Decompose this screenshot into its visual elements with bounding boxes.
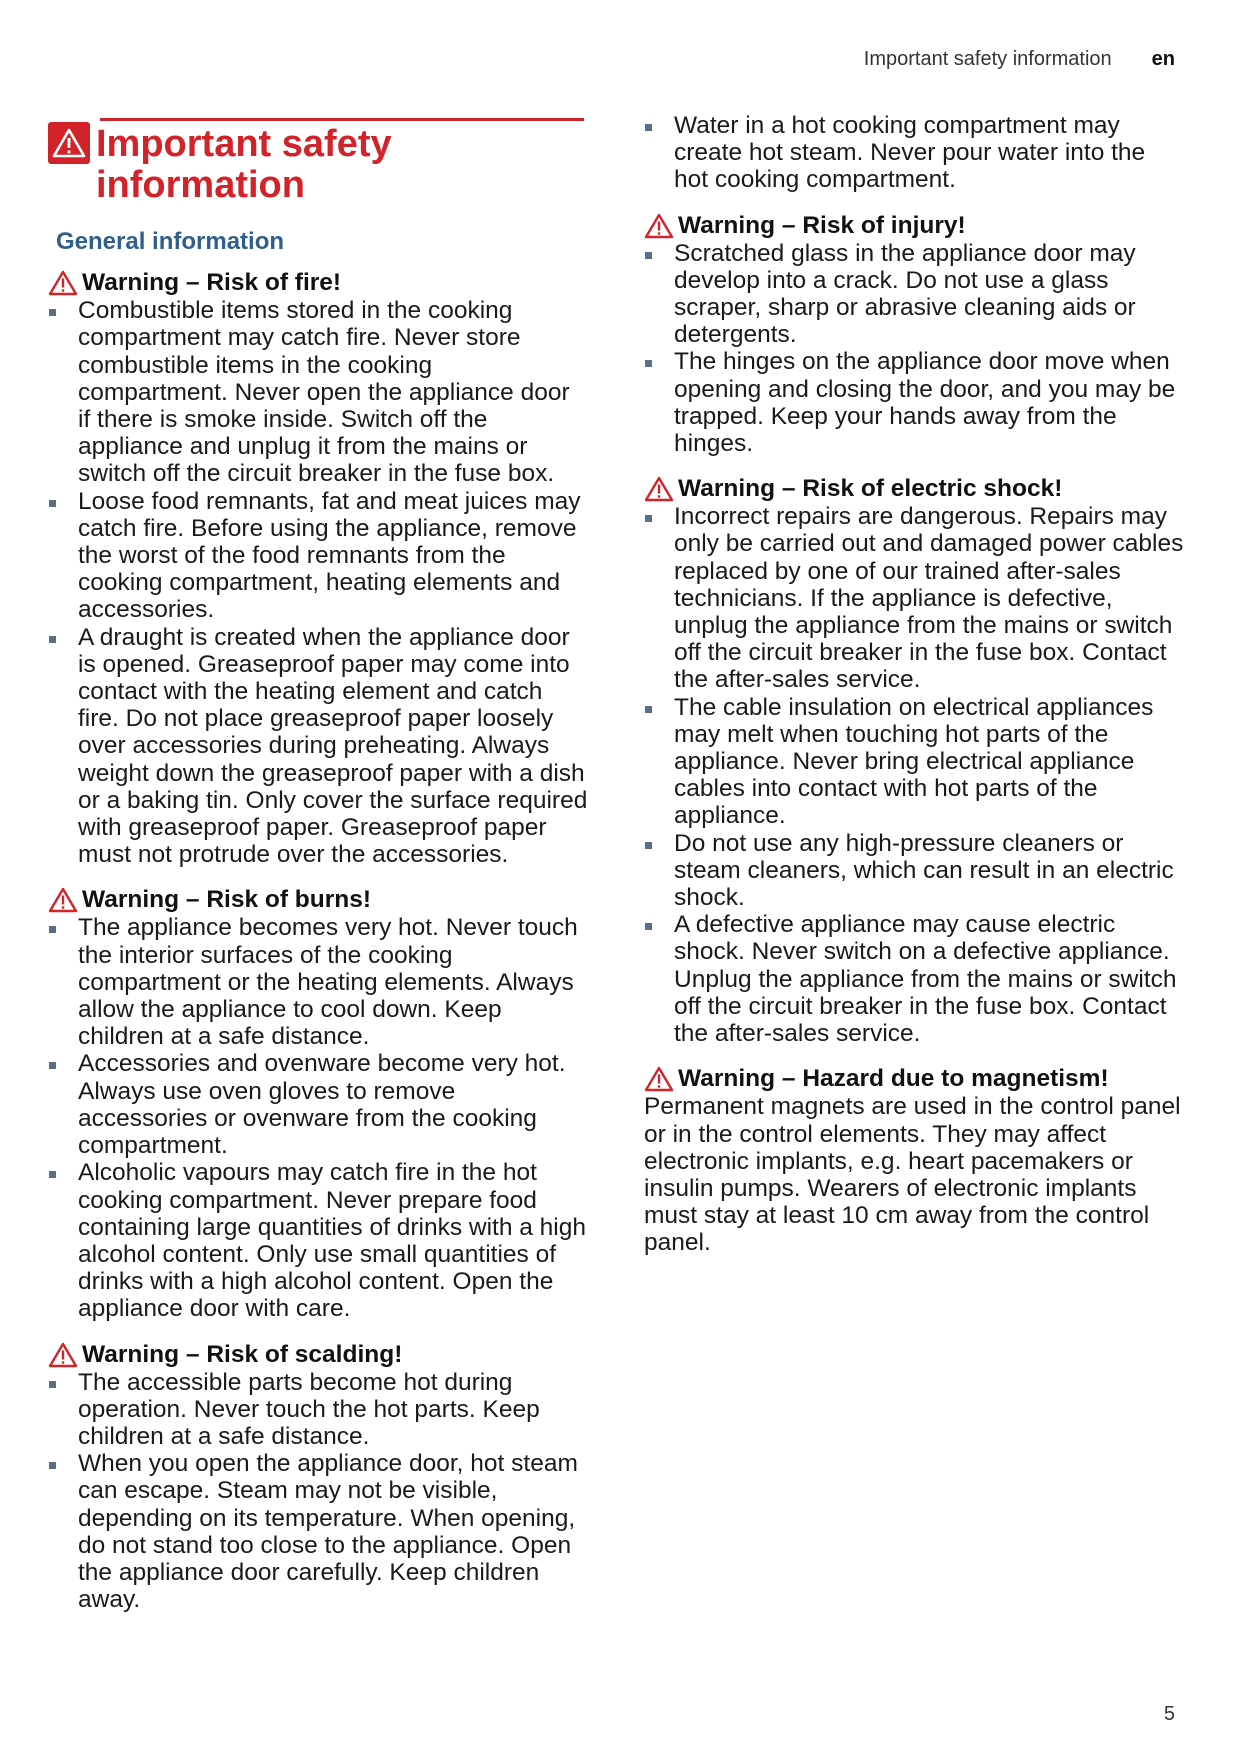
bullet-square bbox=[645, 360, 652, 367]
bullet-square bbox=[49, 500, 56, 507]
warning-block-fire bbox=[48, 269, 588, 868]
title-block bbox=[48, 110, 588, 206]
list-item bbox=[48, 914, 588, 1050]
page-title-line2: information bbox=[96, 164, 305, 206]
list-item-text: A draught is created when the appliance door is opened. Greaseproof paper may come into contact with the heating element and catch fire. Do not place greaseproof paper loosely over accessories during preheating. Always weight down the greaseproof paper with a dish or a baking tin. Only cover the surface required with greaseproof paper. Greaseproof paper must not protrude over the accessories. bbox=[78, 623, 588, 869]
bullet-square bbox=[49, 1171, 56, 1178]
list-item bbox=[48, 488, 588, 624]
warning-list bbox=[644, 503, 1184, 1047]
warning-list bbox=[48, 1369, 588, 1614]
list-item bbox=[48, 1159, 588, 1322]
warning-triangle-icon bbox=[48, 270, 78, 296]
warning-block-magnetism bbox=[644, 1065, 1184, 1256]
running-header-title: Important safety information bbox=[863, 48, 1112, 70]
list-item bbox=[48, 297, 588, 487]
language-code: en bbox=[1151, 48, 1175, 70]
warning-title-text: Warning – Risk of scalding! bbox=[82, 1340, 403, 1368]
bullet-square bbox=[645, 124, 652, 131]
list-item-text: Water in a hot cooking compartment may create hot steam. Never pour water into the hot cooking compartment. bbox=[674, 112, 1146, 194]
warning-title bbox=[48, 886, 588, 914]
warning-block-electric-shock bbox=[644, 475, 1184, 1047]
running-header bbox=[864, 48, 1175, 71]
list-item-text: Accessories and ovenware become very hot. Always use oven gloves to remove accessories or ovenware from the cooking compartment. bbox=[78, 1050, 566, 1160]
bullet-square bbox=[49, 1062, 56, 1069]
warning-block-scalding bbox=[48, 1341, 588, 1614]
list-item-text: A defective appliance may cause electric shock. Never switch on a defective appliance. Unplug the appliance from the mains or switch off the circuit breaker in the fuse box. Contact the after-sales service. bbox=[674, 911, 1177, 1048]
warning-title bbox=[48, 1341, 588, 1369]
list-item-text: The accessible parts become hot during operation. Never touch the hot parts. Keep children at a safe distance. bbox=[78, 1368, 540, 1450]
bullet-square bbox=[49, 309, 56, 316]
list-item-text: Loose food remnants, fat and meat juices may catch fire. Before using the appliance, remove the worst of the food remnants from the cooking compartment, heating elements and accessories. bbox=[78, 487, 581, 624]
list-item-text: Alcoholic vapours may catch fire in the hot cooking compartment. Never prepare food containing large quantities of drinks with a high alcohol content. Only use small quantities of drinks with a high alcohol content. Open the appliance door with care. bbox=[78, 1159, 587, 1323]
list-item bbox=[644, 348, 1184, 457]
warning-block-injury bbox=[644, 212, 1184, 458]
list-item bbox=[644, 830, 1184, 912]
bullet-square bbox=[645, 515, 652, 522]
warning-list bbox=[644, 112, 1184, 194]
warning-triangle-icon bbox=[644, 213, 674, 239]
list-item bbox=[48, 624, 588, 869]
warning-block-burns bbox=[48, 886, 588, 1322]
list-item-text: The cable insulation on electrical appliances may melt when touching hot parts of the appliance. Never bring electrical appliance cables into contact with hot parts of the appliance. bbox=[674, 693, 1154, 830]
bullet-square bbox=[49, 1381, 56, 1388]
list-item-text: Do not use any high-pressure cleaners or steam cleaners, which can result in an electric shock. bbox=[674, 829, 1174, 912]
page-number: 5 bbox=[1163, 1703, 1175, 1725]
bullet-square bbox=[49, 1462, 56, 1469]
list-item bbox=[48, 1050, 588, 1159]
list-item bbox=[644, 112, 1184, 194]
warning-title bbox=[644, 475, 1184, 503]
bullet-square bbox=[645, 252, 652, 259]
warning-title-text: Warning – Hazard due to magnetism! bbox=[678, 1065, 1109, 1093]
warning-triangle-icon bbox=[48, 1342, 78, 1368]
warning-title-text: Warning – Risk of fire! bbox=[82, 269, 342, 297]
warning-list bbox=[644, 240, 1184, 458]
bullet-square bbox=[645, 923, 652, 930]
left-column bbox=[48, 110, 588, 1631]
bullet-square bbox=[49, 636, 56, 643]
warning-title bbox=[644, 212, 1184, 240]
list-item bbox=[644, 911, 1184, 1047]
right-column bbox=[644, 112, 1184, 1275]
warning-triangle-icon bbox=[644, 1066, 674, 1092]
title-rule bbox=[100, 118, 584, 121]
list-item bbox=[644, 694, 1184, 830]
warning-triangle-icon bbox=[48, 887, 78, 913]
magnetism-paragraph: Permanent magnets are used in the control panel or in the control elements. They may affect electronic implants, e.g. heart pacemakers or insulin pumps. Wearers of electronic implants must stay at least 10 cm away from the control panel. bbox=[644, 1093, 1181, 1257]
list-item-text: The appliance becomes very hot. Never touch the interior surfaces of the cooking compartment or the heating elements. Always allow the appliance to cool down. Keep children at a safe distance. bbox=[78, 914, 578, 1051]
list-item-text: Combustible items stored in the cooking compartment may catch fire. Never store combustible items in the cooking compartment. Never open the appliance door if there is smoke inside. Switch off the appliance and unplug it from the mains or switch off the circuit breaker in the fuse box. bbox=[78, 297, 570, 488]
page-title-line1: Important safety bbox=[96, 123, 392, 165]
list-item bbox=[644, 240, 1184, 349]
list-item-text: Incorrect repairs are dangerous. Repairs may only be carried out and damaged power cables replaced by one of our trained after-sales technicians. If the appliance is defective, unplug the appliance from the mains or switch off the circuit breaker in the fuse box. Contact the after-sales service. bbox=[674, 503, 1184, 694]
warning-triangle-icon bbox=[48, 122, 90, 164]
bullet-square bbox=[49, 926, 56, 933]
warning-title-text: Warning – Risk of electric shock! bbox=[678, 475, 1063, 503]
bullet-square bbox=[645, 706, 652, 713]
continued-scalding-block bbox=[644, 112, 1184, 194]
warning-triangle-icon bbox=[644, 476, 674, 502]
list-item bbox=[48, 1450, 588, 1613]
page-title bbox=[48, 116, 588, 206]
warning-title bbox=[48, 269, 588, 297]
list-item bbox=[48, 1369, 588, 1451]
bullet-square bbox=[645, 842, 652, 849]
warning-list bbox=[48, 297, 588, 868]
warning-list bbox=[48, 914, 588, 1322]
warning-title-text: Warning – Risk of burns! bbox=[82, 886, 372, 914]
warning-title bbox=[644, 1065, 1184, 1093]
warning-title-text: Warning – Risk of injury! bbox=[678, 211, 966, 239]
list-item bbox=[644, 503, 1184, 693]
list-item-text: When you open the appliance door, hot steam can escape. Steam may not be visible, depending on its temperature. When opening, do not stand too close to the appliance. Open the appliance door carefully. Keep children away. bbox=[78, 1450, 578, 1614]
section-heading: General information bbox=[56, 228, 285, 255]
list-item-text: The hinges on the appliance door move when opening and closing the door, and you may be trapped. Keep your hands away from the hinges. bbox=[674, 348, 1176, 458]
list-item-text: Scratched glass in the appliance door may develop into a crack. Do not use a glass scraper, sharp or abrasive cleaning aids or detergents. bbox=[674, 239, 1136, 349]
